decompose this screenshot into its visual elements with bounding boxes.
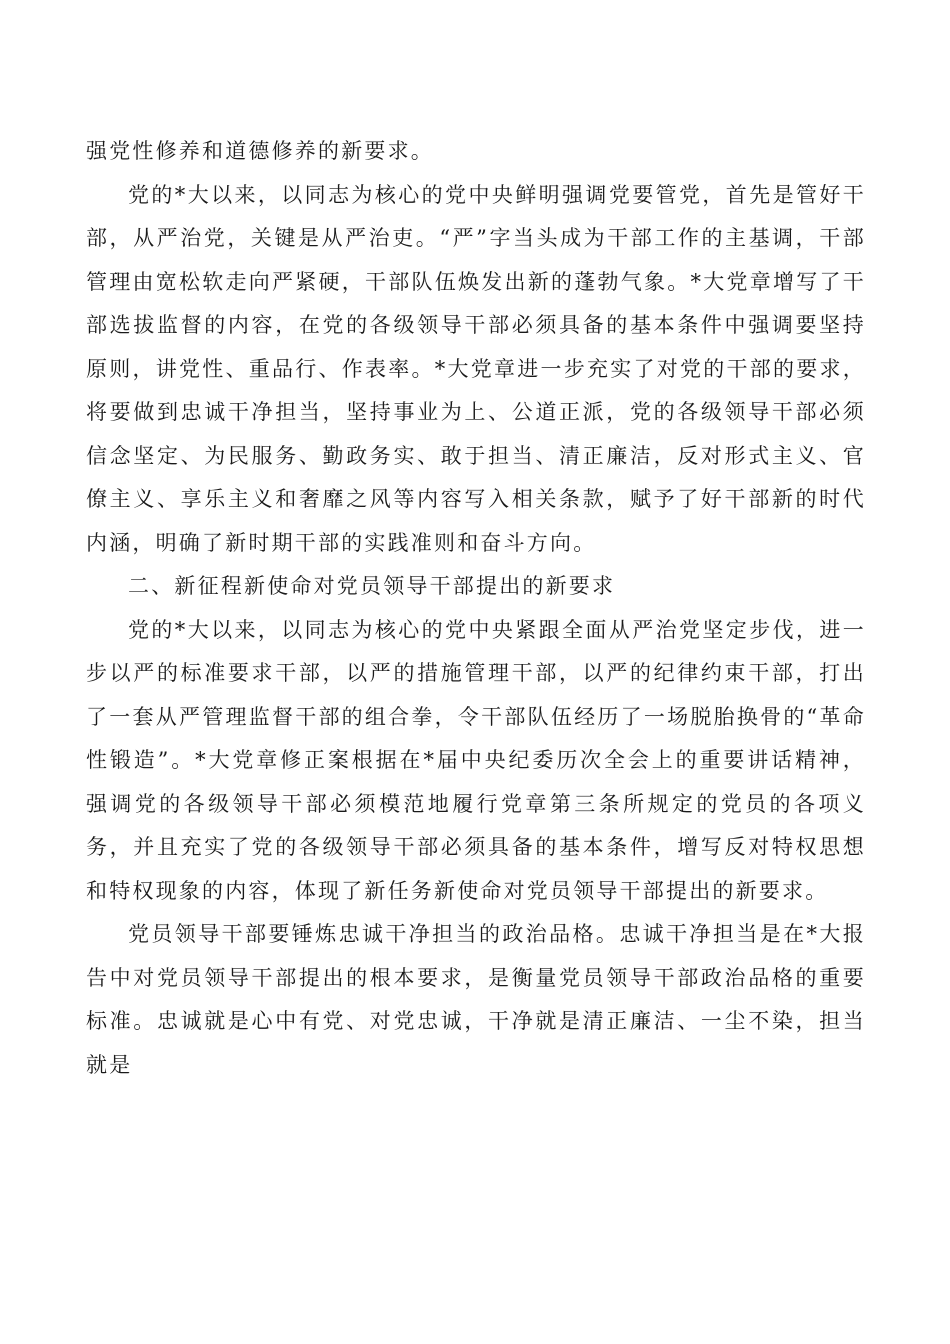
section-heading-2: 二、新征程新使命对党员领导干部提出的新要求 — [128, 574, 616, 598]
document-body — [86, 130, 866, 1087]
paragraph-strict-governance: 党的*大以来，以同志为核心的党中央鲜明强调党要管党，首先是管好干部，从严治党，关键是从严治吏。“严”字当头成为干部工作的主基调，干部管理由宽松软走向严紧硬，干部队伍焕发出新的蓬勃气象。*大党章增写了干部选拔监督的内容，在党的各级领导干部必须具备的基本条件中强调要坚持原则，讲党性、重品行、作表率。*大党章进一步充实了对党的干部的要求，将要做到忠诚干净担当，坚持事业为上、公道正派，党的各级领导干部必须信念坚定、为民服务、勤政务实、敢于担当、清正廉洁，反对形式主义、官僚主义、享乐主义和奢靡之风等内容写入相关条款，赋予了好干部新的时代内涵，明确了新时期干部的实践准则和奋斗方向。 — [86, 182, 867, 555]
paragraph-political-character: 党员领导干部要锤炼忠诚干净担当的政治品格。忠诚干净担当是在*大报告中对党员领导干部提出的根本要求，是衡量党员领导干部政治品格的重要标准。忠诚就是心中有党、对党忠诚，干净就是清正廉洁、一尘不染，担当就是 — [86, 922, 866, 1077]
paragraph-new-mission: 党的*大以来，以同志为核心的党中央紧跟全面从严治党坚定步伐，进一步以严的标准要求干部，以严的措施管理干部，以严的纪律约束干部，打出了一套从严管理监督干部的组合拳，令干部队伍经历了一场脱胎换骨的“革命性锻造”。*大党章修正案根据在*届中央纪委历次全会上的重要讲话精神，强调党的各级领导干部必须模范地履行党章第三条所规定的党员的各项义务，并且充实了党的各级领导干部必须具备的基本条件，增写反对特权思想和特权现象的内容，体现了新任务新使命对党员领导干部提出的新要求。 — [86, 617, 866, 903]
paragraph-continued: 强党性修养和道德修养的新要求。 — [86, 139, 434, 163]
